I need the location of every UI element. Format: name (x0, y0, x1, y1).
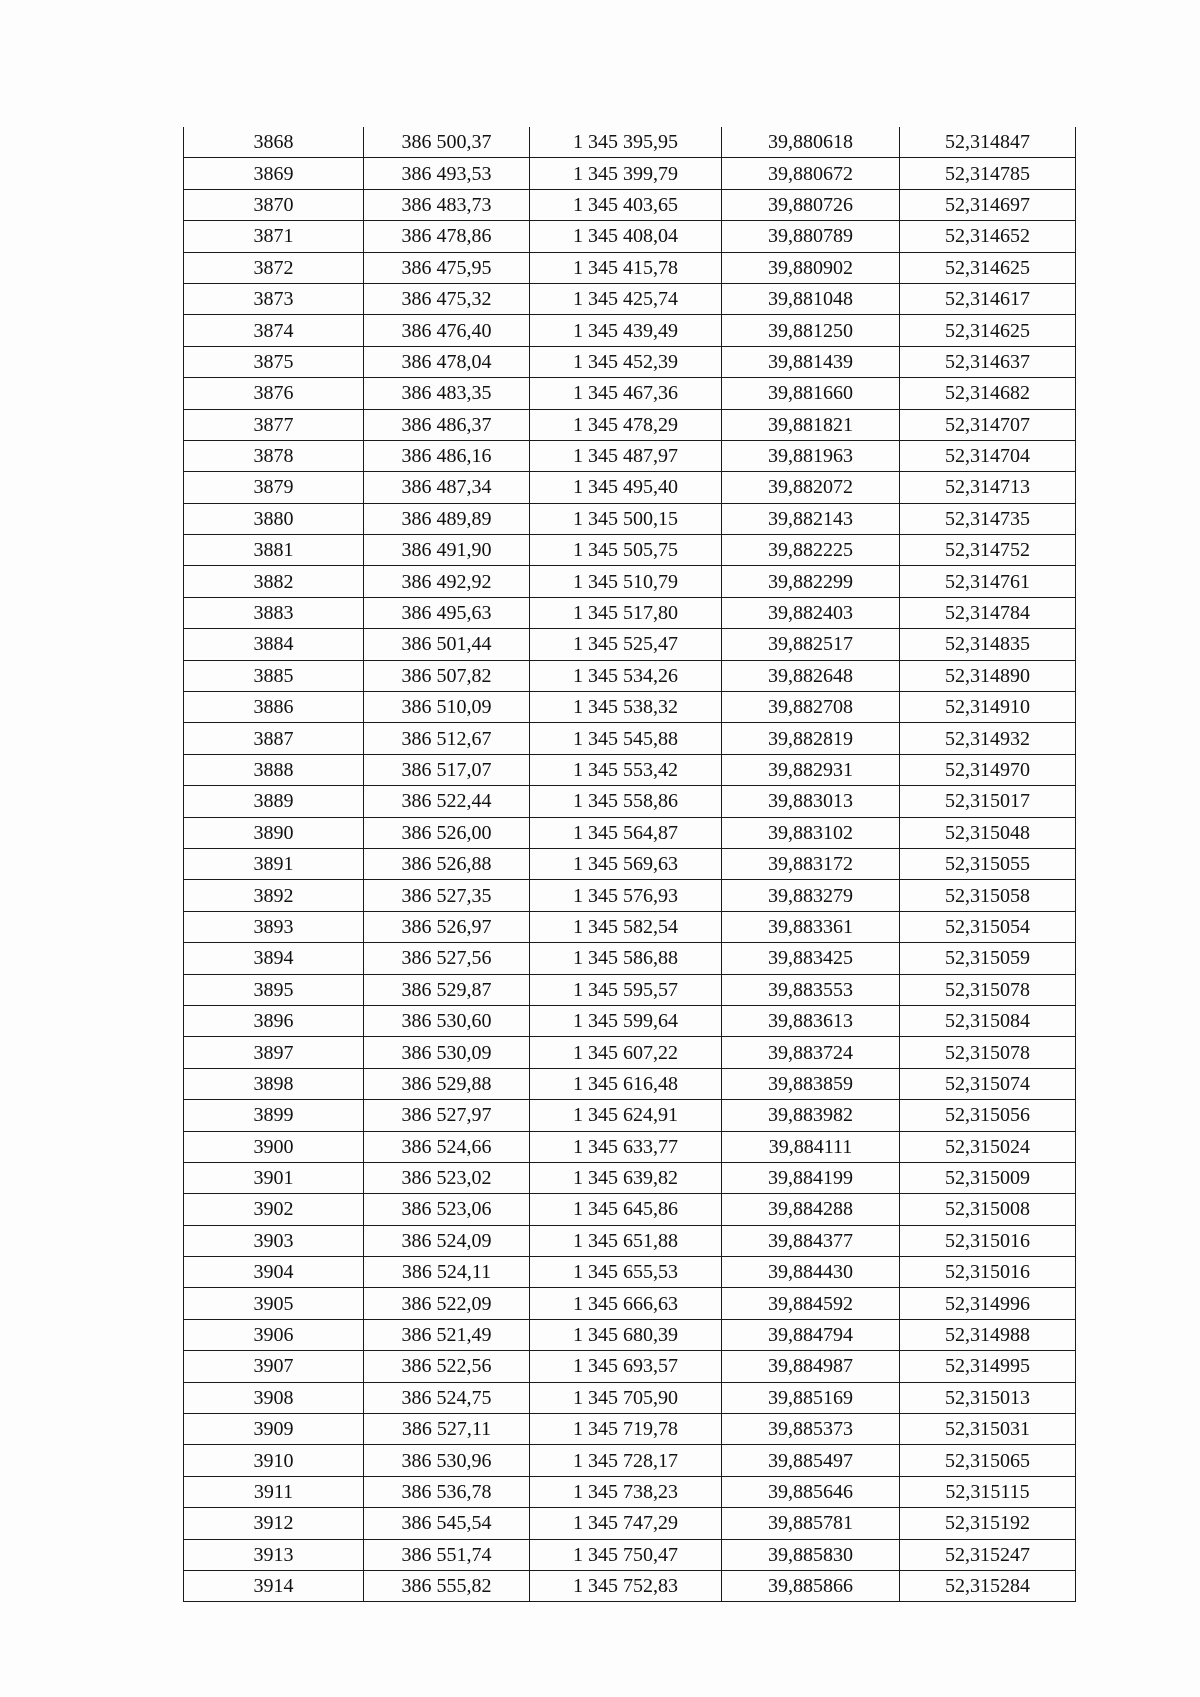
longitude-cell: 39,882143 (722, 503, 900, 534)
point-number-cell: 3887 (184, 723, 364, 754)
y-coordinate-cell: 1 345 478,29 (530, 409, 722, 440)
y-coordinate-cell: 1 345 624,91 (530, 1100, 722, 1131)
x-coordinate-cell: 386 527,11 (364, 1414, 530, 1445)
x-coordinate-cell: 386 483,35 (364, 378, 530, 409)
table-row (184, 754, 1076, 785)
latitude-cell: 52,315009 (900, 1162, 1076, 1193)
table-row (184, 566, 1076, 597)
point-number-cell: 3891 (184, 848, 364, 879)
y-coordinate-cell: 1 345 655,53 (530, 1257, 722, 1288)
x-coordinate-cell: 386 536,78 (364, 1476, 530, 1507)
x-coordinate-cell: 386 495,63 (364, 597, 530, 628)
x-coordinate-cell: 386 487,34 (364, 472, 530, 503)
x-coordinate-cell: 386 476,40 (364, 315, 530, 346)
table-row (184, 503, 1076, 534)
y-coordinate-cell: 1 345 495,40 (530, 472, 722, 503)
point-number-cell: 3907 (184, 1351, 364, 1382)
latitude-cell: 52,314847 (900, 127, 1076, 158)
x-coordinate-cell: 386 522,09 (364, 1288, 530, 1319)
x-coordinate-cell: 386 524,66 (364, 1131, 530, 1162)
latitude-cell: 52,314761 (900, 566, 1076, 597)
point-number-cell: 3888 (184, 754, 364, 785)
table-row (184, 221, 1076, 252)
longitude-cell: 39,881250 (722, 315, 900, 346)
table-row (184, 911, 1076, 942)
longitude-cell: 39,880789 (722, 221, 900, 252)
longitude-cell: 39,882819 (722, 723, 900, 754)
point-number-cell: 3913 (184, 1539, 364, 1570)
longitude-cell: 39,883102 (722, 817, 900, 848)
y-coordinate-cell: 1 345 403,65 (530, 189, 722, 220)
table-row (184, 1037, 1076, 1068)
longitude-cell: 39,882072 (722, 472, 900, 503)
latitude-cell: 52,314890 (900, 660, 1076, 691)
longitude-cell: 39,880902 (722, 252, 900, 283)
y-coordinate-cell: 1 345 582,54 (530, 911, 722, 942)
x-coordinate-cell: 386 527,56 (364, 943, 530, 974)
latitude-cell: 52,314784 (900, 597, 1076, 628)
longitude-cell: 39,882225 (722, 535, 900, 566)
y-coordinate-cell: 1 345 738,23 (530, 1476, 722, 1507)
table-row (184, 1414, 1076, 1445)
latitude-cell: 52,315055 (900, 848, 1076, 879)
latitude-cell: 52,315115 (900, 1476, 1076, 1507)
latitude-cell: 52,315192 (900, 1508, 1076, 1539)
x-coordinate-cell: 386 545,54 (364, 1508, 530, 1539)
table-row (184, 1162, 1076, 1193)
longitude-cell: 39,883859 (722, 1068, 900, 1099)
table-row (184, 723, 1076, 754)
y-coordinate-cell: 1 345 651,88 (530, 1225, 722, 1256)
latitude-cell: 52,314625 (900, 252, 1076, 283)
y-coordinate-cell: 1 345 752,83 (530, 1570, 722, 1601)
y-coordinate-cell: 1 345 399,79 (530, 158, 722, 189)
y-coordinate-cell: 1 345 633,77 (530, 1131, 722, 1162)
y-coordinate-cell: 1 345 747,29 (530, 1508, 722, 1539)
latitude-cell: 52,315284 (900, 1570, 1076, 1601)
point-number-cell: 3890 (184, 817, 364, 848)
x-coordinate-cell: 386 530,60 (364, 1005, 530, 1036)
point-number-cell: 3882 (184, 566, 364, 597)
point-number-cell: 3897 (184, 1037, 364, 1068)
table-row (184, 660, 1076, 691)
x-coordinate-cell: 386 555,82 (364, 1570, 530, 1601)
longitude-cell: 39,882517 (722, 629, 900, 660)
latitude-cell: 52,314713 (900, 472, 1076, 503)
table-row (184, 535, 1076, 566)
table-row (184, 472, 1076, 503)
x-coordinate-cell: 386 493,53 (364, 158, 530, 189)
x-coordinate-cell: 386 523,06 (364, 1194, 530, 1225)
latitude-cell: 52,314996 (900, 1288, 1076, 1319)
longitude-cell: 39,885646 (722, 1476, 900, 1507)
y-coordinate-cell: 1 345 534,26 (530, 660, 722, 691)
table-row (184, 848, 1076, 879)
longitude-cell: 39,883982 (722, 1100, 900, 1131)
point-number-cell: 3872 (184, 252, 364, 283)
latitude-cell: 52,314625 (900, 315, 1076, 346)
y-coordinate-cell: 1 345 564,87 (530, 817, 722, 848)
point-number-cell: 3904 (184, 1257, 364, 1288)
longitude-cell: 39,885497 (722, 1445, 900, 1476)
longitude-cell: 39,881660 (722, 378, 900, 409)
longitude-cell: 39,883425 (722, 943, 900, 974)
table-row (184, 1005, 1076, 1036)
x-coordinate-cell: 386 500,37 (364, 127, 530, 158)
latitude-cell: 52,314682 (900, 378, 1076, 409)
y-coordinate-cell: 1 345 425,74 (530, 283, 722, 314)
latitude-cell: 52,315016 (900, 1257, 1076, 1288)
table-row (184, 817, 1076, 848)
longitude-cell: 39,885830 (722, 1539, 900, 1570)
x-coordinate-cell: 386 551,74 (364, 1539, 530, 1570)
longitude-cell: 39,881439 (722, 346, 900, 377)
latitude-cell: 52,314637 (900, 346, 1076, 377)
table-row (184, 1068, 1076, 1099)
latitude-cell: 52,314970 (900, 754, 1076, 785)
longitude-cell: 39,885781 (722, 1508, 900, 1539)
point-number-cell: 3894 (184, 943, 364, 974)
longitude-cell: 39,885373 (722, 1414, 900, 1445)
y-coordinate-cell: 1 345 538,32 (530, 692, 722, 723)
y-coordinate-cell: 1 345 415,78 (530, 252, 722, 283)
longitude-cell: 39,881048 (722, 283, 900, 314)
table-row (184, 692, 1076, 723)
latitude-cell: 52,314652 (900, 221, 1076, 252)
point-number-cell: 3879 (184, 472, 364, 503)
table-row (184, 1570, 1076, 1601)
x-coordinate-cell: 386 526,00 (364, 817, 530, 848)
latitude-cell: 52,315031 (900, 1414, 1076, 1445)
table-row (184, 283, 1076, 314)
longitude-cell: 39,881963 (722, 440, 900, 471)
table-row (184, 315, 1076, 346)
longitude-cell: 39,882708 (722, 692, 900, 723)
point-number-cell: 3906 (184, 1319, 364, 1350)
longitude-cell: 39,882299 (722, 566, 900, 597)
latitude-cell: 52,314617 (900, 283, 1076, 314)
latitude-cell: 52,315017 (900, 786, 1076, 817)
coordinates-table (183, 127, 1076, 1602)
point-number-cell: 3895 (184, 974, 364, 1005)
longitude-cell: 39,881821 (722, 409, 900, 440)
y-coordinate-cell: 1 345 525,47 (530, 629, 722, 660)
point-number-cell: 3868 (184, 127, 364, 158)
y-coordinate-cell: 1 345 693,57 (530, 1351, 722, 1382)
table-row (184, 409, 1076, 440)
table-row (184, 378, 1076, 409)
x-coordinate-cell: 386 527,97 (364, 1100, 530, 1131)
longitude-cell: 39,884288 (722, 1194, 900, 1225)
table-row (184, 786, 1076, 817)
point-number-cell: 3893 (184, 911, 364, 942)
x-coordinate-cell: 386 491,90 (364, 535, 530, 566)
point-number-cell: 3873 (184, 283, 364, 314)
y-coordinate-cell: 1 345 599,64 (530, 1005, 722, 1036)
table-row (184, 1476, 1076, 1507)
point-number-cell: 3892 (184, 880, 364, 911)
y-coordinate-cell: 1 345 645,86 (530, 1194, 722, 1225)
table-row (184, 1194, 1076, 1225)
point-number-cell: 3903 (184, 1225, 364, 1256)
latitude-cell: 52,315008 (900, 1194, 1076, 1225)
longitude-cell: 39,884987 (722, 1351, 900, 1382)
longitude-cell: 39,882403 (722, 597, 900, 628)
longitude-cell: 39,883361 (722, 911, 900, 942)
y-coordinate-cell: 1 345 467,36 (530, 378, 722, 409)
point-number-cell: 3899 (184, 1100, 364, 1131)
x-coordinate-cell: 386 524,75 (364, 1382, 530, 1413)
longitude-cell: 39,884794 (722, 1319, 900, 1350)
latitude-cell: 52,315078 (900, 974, 1076, 1005)
point-number-cell: 3886 (184, 692, 364, 723)
latitude-cell: 52,314707 (900, 409, 1076, 440)
latitude-cell: 52,315054 (900, 911, 1076, 942)
y-coordinate-cell: 1 345 487,97 (530, 440, 722, 471)
y-coordinate-cell: 1 345 586,88 (530, 943, 722, 974)
point-number-cell: 3883 (184, 597, 364, 628)
longitude-cell: 39,884592 (722, 1288, 900, 1319)
point-number-cell: 3884 (184, 629, 364, 660)
point-number-cell: 3905 (184, 1288, 364, 1319)
table-row (184, 189, 1076, 220)
x-coordinate-cell: 386 475,95 (364, 252, 530, 283)
latitude-cell: 52,314704 (900, 440, 1076, 471)
latitude-cell: 52,314752 (900, 535, 1076, 566)
table-row (184, 1508, 1076, 1539)
latitude-cell: 52,315078 (900, 1037, 1076, 1068)
point-number-cell: 3881 (184, 535, 364, 566)
table-row (184, 252, 1076, 283)
y-coordinate-cell: 1 345 395,95 (530, 127, 722, 158)
latitude-cell: 52,315247 (900, 1539, 1076, 1570)
latitude-cell: 52,314988 (900, 1319, 1076, 1350)
table-row (184, 1288, 1076, 1319)
table-row (184, 127, 1076, 158)
x-coordinate-cell: 386 522,44 (364, 786, 530, 817)
latitude-cell: 52,315065 (900, 1445, 1076, 1476)
longitude-cell: 39,880672 (722, 158, 900, 189)
point-number-cell: 3875 (184, 346, 364, 377)
x-coordinate-cell: 386 478,86 (364, 221, 530, 252)
latitude-cell: 52,315013 (900, 1382, 1076, 1413)
x-coordinate-cell: 386 501,44 (364, 629, 530, 660)
x-coordinate-cell: 386 530,09 (364, 1037, 530, 1068)
x-coordinate-cell: 386 523,02 (364, 1162, 530, 1193)
y-coordinate-cell: 1 345 576,93 (530, 880, 722, 911)
longitude-cell: 39,880618 (722, 127, 900, 158)
latitude-cell: 52,314932 (900, 723, 1076, 754)
y-coordinate-cell: 1 345 553,42 (530, 754, 722, 785)
latitude-cell: 52,315016 (900, 1225, 1076, 1256)
table-row (184, 629, 1076, 660)
latitude-cell: 52,315048 (900, 817, 1076, 848)
latitude-cell: 52,315024 (900, 1131, 1076, 1162)
x-coordinate-cell: 386 475,32 (364, 283, 530, 314)
point-number-cell: 3871 (184, 221, 364, 252)
x-coordinate-cell: 386 517,07 (364, 754, 530, 785)
x-coordinate-cell: 386 512,67 (364, 723, 530, 754)
y-coordinate-cell: 1 345 517,80 (530, 597, 722, 628)
point-number-cell: 3914 (184, 1570, 364, 1601)
y-coordinate-cell: 1 345 408,04 (530, 221, 722, 252)
longitude-cell: 39,882648 (722, 660, 900, 691)
point-number-cell: 3910 (184, 1445, 364, 1476)
x-coordinate-cell: 386 522,56 (364, 1351, 530, 1382)
longitude-cell: 39,885866 (722, 1570, 900, 1601)
longitude-cell: 39,884199 (722, 1162, 900, 1193)
longitude-cell: 39,884377 (722, 1225, 900, 1256)
point-number-cell: 3909 (184, 1414, 364, 1445)
point-number-cell: 3912 (184, 1508, 364, 1539)
table-row (184, 1225, 1076, 1256)
point-number-cell: 3908 (184, 1382, 364, 1413)
y-coordinate-cell: 1 345 639,82 (530, 1162, 722, 1193)
longitude-cell: 39,883013 (722, 786, 900, 817)
point-number-cell: 3885 (184, 660, 364, 691)
table-row (184, 346, 1076, 377)
table-row (184, 1257, 1076, 1288)
y-coordinate-cell: 1 345 500,15 (530, 503, 722, 534)
y-coordinate-cell: 1 345 705,90 (530, 1382, 722, 1413)
x-coordinate-cell: 386 492,92 (364, 566, 530, 597)
latitude-cell: 52,314785 (900, 158, 1076, 189)
table-row (184, 1319, 1076, 1350)
y-coordinate-cell: 1 345 595,57 (530, 974, 722, 1005)
table-row (184, 158, 1076, 189)
x-coordinate-cell: 386 530,96 (364, 1445, 530, 1476)
latitude-cell: 52,314697 (900, 189, 1076, 220)
point-number-cell: 3901 (184, 1162, 364, 1193)
x-coordinate-cell: 386 529,87 (364, 974, 530, 1005)
latitude-cell: 52,314995 (900, 1351, 1076, 1382)
point-number-cell: 3889 (184, 786, 364, 817)
table-row (184, 597, 1076, 628)
longitude-cell: 39,884430 (722, 1257, 900, 1288)
point-number-cell: 3898 (184, 1068, 364, 1099)
y-coordinate-cell: 1 345 510,79 (530, 566, 722, 597)
table-row (184, 943, 1076, 974)
x-coordinate-cell: 386 529,88 (364, 1068, 530, 1099)
longitude-cell: 39,880726 (722, 189, 900, 220)
y-coordinate-cell: 1 345 616,48 (530, 1068, 722, 1099)
x-coordinate-cell: 386 486,16 (364, 440, 530, 471)
longitude-cell: 39,883172 (722, 848, 900, 879)
longitude-cell: 39,883553 (722, 974, 900, 1005)
x-coordinate-cell: 386 526,97 (364, 911, 530, 942)
table-row (184, 880, 1076, 911)
point-number-cell: 3876 (184, 378, 364, 409)
latitude-cell: 52,315059 (900, 943, 1076, 974)
x-coordinate-cell: 386 521,49 (364, 1319, 530, 1350)
longitude-cell: 39,883724 (722, 1037, 900, 1068)
point-number-cell: 3869 (184, 158, 364, 189)
y-coordinate-cell: 1 345 439,49 (530, 315, 722, 346)
table-row (184, 1100, 1076, 1131)
y-coordinate-cell: 1 345 719,78 (530, 1414, 722, 1445)
table-row (184, 1131, 1076, 1162)
table-row (184, 1351, 1076, 1382)
x-coordinate-cell: 386 478,04 (364, 346, 530, 377)
x-coordinate-cell: 386 527,35 (364, 880, 530, 911)
point-number-cell: 3896 (184, 1005, 364, 1036)
x-coordinate-cell: 386 507,82 (364, 660, 530, 691)
y-coordinate-cell: 1 345 545,88 (530, 723, 722, 754)
table-row (184, 1539, 1076, 1570)
table-row (184, 1445, 1076, 1476)
y-coordinate-cell: 1 345 452,39 (530, 346, 722, 377)
table-row (184, 1382, 1076, 1413)
y-coordinate-cell: 1 345 607,22 (530, 1037, 722, 1068)
longitude-cell: 39,885169 (722, 1382, 900, 1413)
y-coordinate-cell: 1 345 558,86 (530, 786, 722, 817)
point-number-cell: 3902 (184, 1194, 364, 1225)
longitude-cell: 39,882931 (722, 754, 900, 785)
point-number-cell: 3874 (184, 315, 364, 346)
point-number-cell: 3877 (184, 409, 364, 440)
longitude-cell: 39,883279 (722, 880, 900, 911)
point-number-cell: 3900 (184, 1131, 364, 1162)
longitude-cell: 39,883613 (722, 1005, 900, 1036)
y-coordinate-cell: 1 345 666,63 (530, 1288, 722, 1319)
latitude-cell: 52,314735 (900, 503, 1076, 534)
x-coordinate-cell: 386 489,89 (364, 503, 530, 534)
table-row (184, 974, 1076, 1005)
x-coordinate-cell: 386 526,88 (364, 848, 530, 879)
coordinates-table-body (184, 127, 1076, 1602)
y-coordinate-cell: 1 345 569,63 (530, 848, 722, 879)
y-coordinate-cell: 1 345 680,39 (530, 1319, 722, 1350)
point-number-cell: 3880 (184, 503, 364, 534)
latitude-cell: 52,314835 (900, 629, 1076, 660)
longitude-cell: 39,884111 (722, 1131, 900, 1162)
x-coordinate-cell: 386 483,73 (364, 189, 530, 220)
latitude-cell: 52,315058 (900, 880, 1076, 911)
x-coordinate-cell: 386 510,09 (364, 692, 530, 723)
point-number-cell: 3911 (184, 1476, 364, 1507)
point-number-cell: 3878 (184, 440, 364, 471)
y-coordinate-cell: 1 345 728,17 (530, 1445, 722, 1476)
table-row (184, 440, 1076, 471)
latitude-cell: 52,315084 (900, 1005, 1076, 1036)
x-coordinate-cell: 386 524,11 (364, 1257, 530, 1288)
point-number-cell: 3870 (184, 189, 364, 220)
latitude-cell: 52,314910 (900, 692, 1076, 723)
latitude-cell: 52,315074 (900, 1068, 1076, 1099)
y-coordinate-cell: 1 345 750,47 (530, 1539, 722, 1570)
y-coordinate-cell: 1 345 505,75 (530, 535, 722, 566)
latitude-cell: 52,315056 (900, 1100, 1076, 1131)
x-coordinate-cell: 386 524,09 (364, 1225, 530, 1256)
x-coordinate-cell: 386 486,37 (364, 409, 530, 440)
